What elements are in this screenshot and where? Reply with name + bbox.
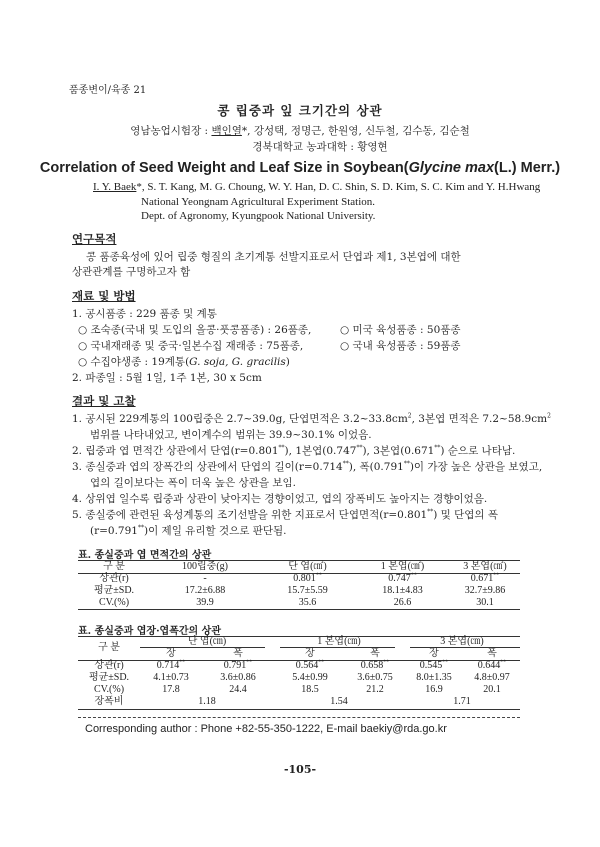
results-line-4: 4. 상위엽 일수록 립중과 상관이 낮아지는 경향이었고, 엽의 장폭비도 높아지는 경향이었음.: [72, 493, 488, 505]
methods-line-sowing: 2. 파종일 : 5월 1일, 1주 1본, 30 x 5cm: [72, 372, 262, 384]
table-row: 장폭비 1.18 1.54 1.71: [94, 696, 471, 707]
paper-title-english: Correlation of Seed Weight and Leaf Size in Soybean(Glycine max(L.) Merr.): [39, 160, 561, 176]
table-row: 상관(r) - 0.801** 0.747** 0.671**: [99, 572, 500, 584]
results-line-1b: 범위를 나타내었고, 변이계수의 범위는 39.9~30.1% 이었음.: [90, 429, 372, 441]
results-line-2: 2. 립중과 엽 면적간 상관에서 단엽(r=0.801**), 1본엽(0.747**), 3본엽(0.671**) 순으로 나타남.: [72, 444, 516, 457]
affiliation-english-2: Dept. of Agronomy, Kyungpook National University.: [141, 210, 376, 222]
first-author-english: I. Y. Baek: [93, 181, 137, 193]
methods-item-domestic: ○ 국내 육성품종 : 59품종: [340, 340, 461, 352]
table2-header-row: [78, 636, 520, 648]
table2-seed-weight-leaf-dimensions: [78, 636, 520, 708]
page-header: 품종변이/육종 21: [69, 85, 147, 96]
authors-english: [93, 181, 540, 193]
table2-group-header: 3 본엽(㎝): [440, 636, 484, 647]
paper-title-korean: 콩 립중과 잎 크기간의 상관: [217, 103, 383, 118]
corresponding-author: Corresponding author : Phone +82-55-350-1222, E-mail baekiy@rda.go.kr: [85, 723, 447, 735]
table-row: CV.(%) 39.9 35.6 26.6 30.1: [98, 597, 494, 608]
methods-item-us: ○ 미국 육성품종 : 50품종: [340, 324, 461, 336]
table2-group-header: 단 엽(㎝): [187, 636, 227, 647]
methods-item-landrace: ○ 국내재래종 및 중국·일본수집 재래종 : 75품종,: [78, 340, 304, 352]
coauthors-english: *, S. T. Kang, M. G. Choung, W. Y. Han, D. C. Shin, S. D. Kim, S. C. Kim and Y. H.Hwang: [136, 181, 541, 193]
species-name: Glycine max: [408, 160, 495, 176]
table2-label-header: 구 분: [98, 642, 120, 653]
results-line-3: 3. 종실중과 엽의 장폭간의 상관에서 단엽의 길이(r=0.714**), 폭(0.791**)이 가장 높은 상관을 보였고,: [72, 460, 543, 473]
table2-group-header: 1 본엽(㎝): [317, 636, 361, 647]
affiliation-korean-2: 경북대학교 농과대학 : 황영현: [252, 141, 388, 153]
table1-header: 구 분: [103, 561, 125, 572]
purpose-line-1: 콩 품종육성에 있어 립중 형질의 초기계통 선발지표로서 단엽과 제1, 3본엽에 대한: [86, 251, 461, 263]
results-line-3b: 엽의 길이보다는 폭이 더욱 높은 상관을 보임.: [90, 477, 296, 489]
results-line-1: 1. 공시된 229계통의 100립중은 2.7~39.0g, 단엽면적은 $3.2\sim 33.8cm^2$, 3본엽 면적은 $7.2\sim 58.9cm^2$: [72, 412, 551, 425]
table1-seed-weight-leaf-area: [78, 561, 520, 609]
table1-header: 3 본엽(㎠): [463, 561, 507, 572]
table1-header: 100립중(g): [182, 561, 228, 572]
section-purpose-title: 연구목적: [72, 232, 117, 246]
table-row: 평균±SD. 4.1±0.73 3.6±0.86 5.4±0.99 3.6±0.75 8.0±1.35 4.8±0.97: [88, 672, 510, 683]
results-line-5: 5. 종실중에 관련된 육성계통의 조기선발을 위한 지표로서 단엽면적(r=0.801**) 및 단엽의 폭: [72, 508, 499, 521]
methods-line-1: 1. 공시품종 : 229 품종 및 계통: [72, 308, 217, 320]
first-author-korean: 백인열: [211, 125, 242, 137]
methods-item-early: ○ 조숙종(국내 및 도입의 올콩·풋콩품종) : 26품종,: [78, 324, 312, 336]
table2-subheader-row: 장 폭 장 폭 장 폭: [166, 648, 497, 659]
affiliation-label: 영남농업시험장 :: [130, 125, 209, 137]
table1-header: 단 엽(㎠): [288, 561, 327, 572]
coauthors-korean: *, 강성택, 정명근, 한원영, 신두철, 김수동, 김순철: [241, 125, 470, 137]
table1-header-row: [78, 561, 520, 573]
affiliation-english-1: National Yeongnam Agricultural Experiment Station.: [141, 196, 376, 208]
table-row: 상관(r) 0.714** 0.791** 0.564** 0.658** 0.545** 0.644**: [94, 659, 507, 671]
authors-korean: [0, 123, 600, 138]
results-line-5b: (r=0.791**)이 제일 유리할 것으로 판단됨.: [90, 524, 287, 537]
purpose-line-2: 상관관계를 구명하고자 함: [72, 266, 191, 278]
section-results-title: 결과 및 고찰: [72, 394, 136, 408]
table1-header: 1 본엽(㎠): [380, 561, 425, 572]
table-row: 평균±SD. 17.2±6.88 15.7±5.59 18.1±4.83 32.7±9.86: [93, 585, 506, 596]
table1-caption: 표. 종실중과 엽 면적간의 상관: [78, 550, 212, 561]
table-row: CV.(%) 17.8 24.4 18.5 21.2 16.9 20.1: [93, 684, 501, 695]
table2-caption: 표. 종실중과 엽장·엽폭간의 상관: [78, 626, 221, 637]
page-number: -105-: [283, 763, 317, 776]
section-methods-title: 재료 및 방법: [72, 289, 136, 303]
methods-item-wild: ○ 수집야생종 : 19계통(G. soja, G. gracilis): [78, 356, 290, 368]
